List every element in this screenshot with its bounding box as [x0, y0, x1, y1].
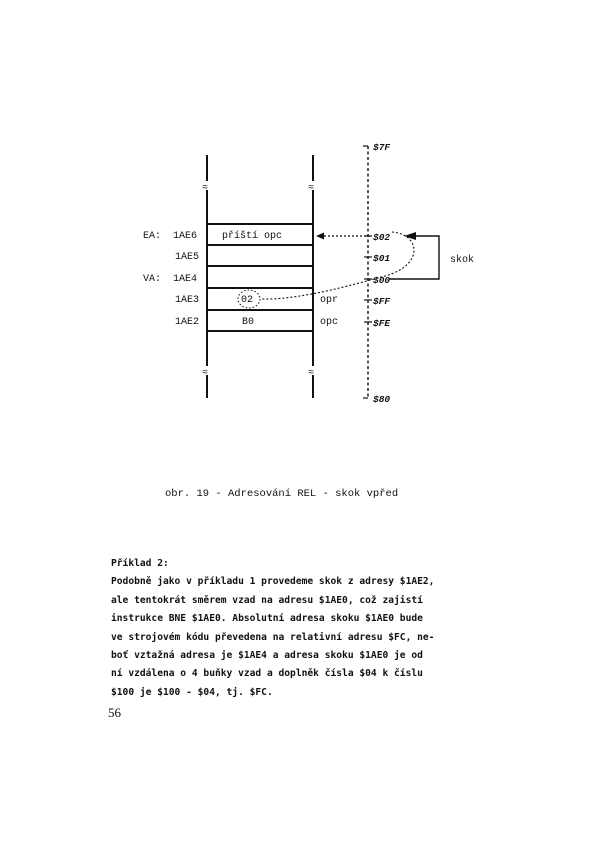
- example-heading: Příklad 2:: [111, 558, 169, 569]
- row-label-1ae5: 1AE5: [175, 252, 200, 263]
- scale-mark-fe: $FE: [373, 318, 391, 329]
- skok-bracket: [389, 236, 439, 279]
- example-line-1: Podobně jako v příkladu 1 provedeme skok z adresy $1AE2,: [111, 576, 435, 588]
- side-label-opr: opr: [320, 295, 339, 306]
- cell-content-next-opcode: příští opc: [222, 231, 283, 242]
- example-line-5: boť vztažná adresa je $1AE4 a adresa skoku $1AE0 je od: [111, 650, 423, 662]
- page-number: 56: [108, 705, 121, 720]
- figure-caption: obr. 19 - Adresování REL - skok vpřed: [165, 488, 399, 500]
- scale-mark-01: $01: [373, 253, 391, 264]
- break-mark-left-bottom: ≈: [202, 368, 209, 379]
- example-text-block: [111, 555, 511, 702]
- example-line-6: ní vzdálena o 4 buňky vzad a doplněk čísla $04 k číslu: [111, 668, 423, 680]
- example-line-7: $100 je $100 - $04, tj. $FC.: [111, 686, 273, 698]
- row-label-1ae2: 1AE2: [175, 317, 200, 328]
- cell-content-opcode: B0: [242, 317, 255, 328]
- skok-label: skok: [450, 255, 475, 266]
- break-mark-right-top: ≈: [308, 183, 315, 194]
- break-mark-right-bottom: ≈: [308, 368, 315, 379]
- row-label-1ae4: VA: 1AE4: [143, 274, 198, 285]
- row-label-1ae6: EA: 1AE6: [143, 231, 198, 242]
- scale-bottom-label: $80: [373, 394, 391, 405]
- scale-mark-00: $00: [373, 275, 391, 286]
- scale-mark-02: $02: [373, 232, 391, 243]
- example-line-2: ale tentokrát směrem vzad na adresu $1AE0, což zajistí: [111, 594, 423, 606]
- break-mark-left-top: ≈: [202, 183, 209, 194]
- scale-mark-ff: $FF: [373, 296, 391, 307]
- example-line-4: ve strojovém kódu převedena na relativní adresu $FC, ne-: [111, 631, 435, 643]
- scale-top-label: $7F: [373, 142, 391, 153]
- example-line-3: instrukce BNE $1AE0. Absolutní adresa skoku $1AE0 bude: [111, 613, 423, 625]
- row-label-1ae3: 1AE3: [175, 295, 200, 306]
- cell-content-operand: 02: [241, 295, 254, 306]
- side-label-opc: opc: [320, 317, 339, 328]
